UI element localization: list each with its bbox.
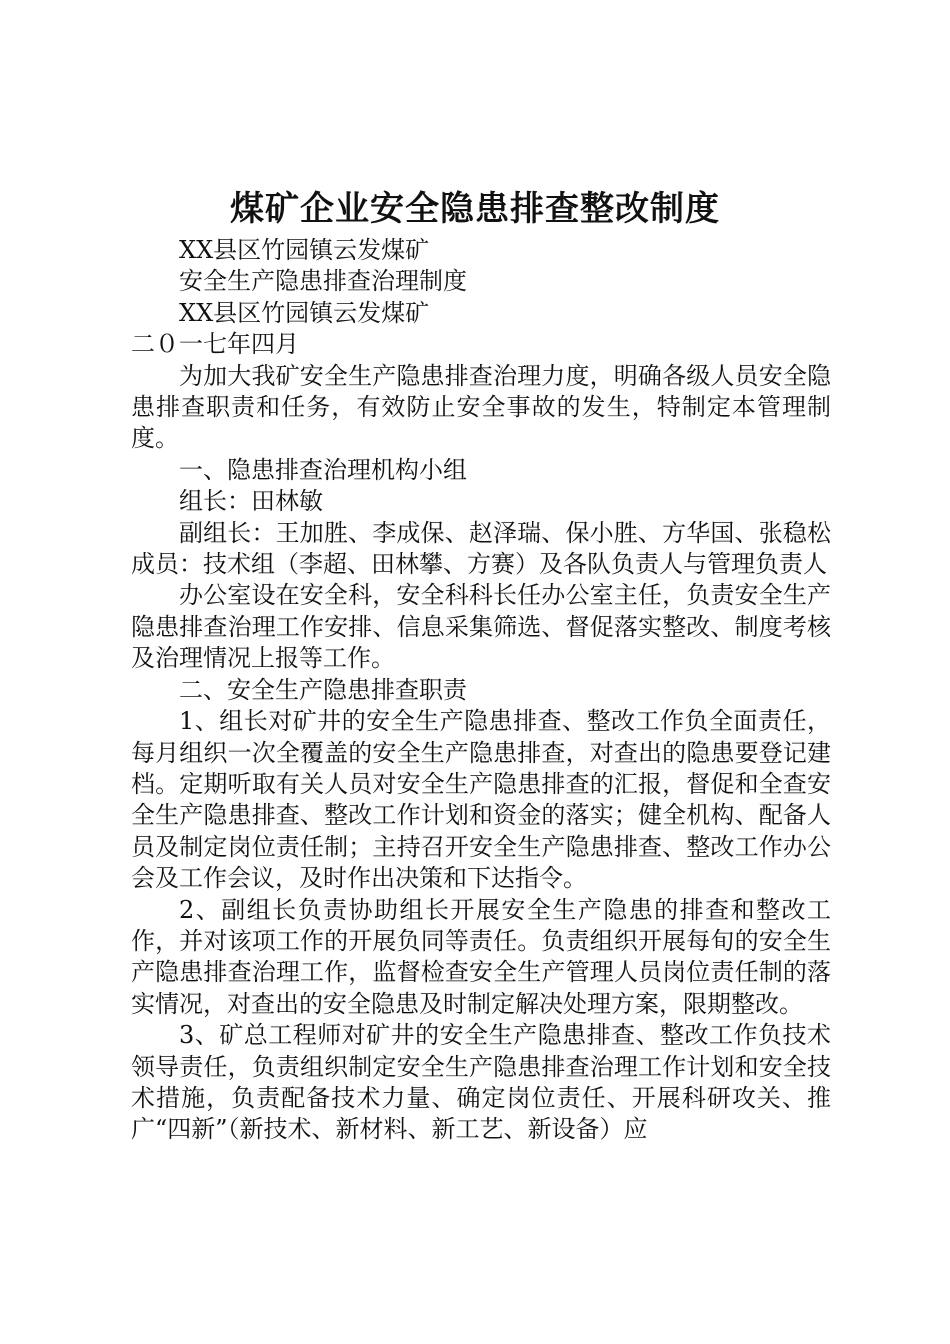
- section-heading-2: 二、安全生产隐患排查职责: [179, 675, 467, 704]
- duty-paragraph-1: 1、组长对矿井的安全生产隐患排查、整改工作负全面责任，每月组织一次全覆盖的安全生产隐患排查，对查出的隐患要登记建档。定期听取有关人员对安全生产隐患排查的汇报，督促和全查安全生产隐患排查、整改工作计划和资金的落实；健全机构、配备人员及制定岗位责任制；主持召开安全生产隐患排查、整改工作办公会及工作会议，及时作出决策和下达指令。: [131, 707, 831, 893]
- date-line: 二０一七年四月: [131, 330, 299, 359]
- section-heading-1: 一、隐患排查治理机构小组: [179, 455, 467, 484]
- duty-paragraph-3: 3、矿总工程师对矿井的安全生产隐患排查、整改工作负技术领导责任，负责组织制定安全生产隐患排查治理工作计划和安全技术措施，负责配备技术力量、确定岗位责任、开展科研攻关、推广“四新”（新技术、新材料、新工艺、新设备）应: [131, 1021, 831, 1144]
- mine-name-line: XX县区竹园镇云发煤矿: [179, 236, 430, 264]
- office-paragraph: 办公室设在安全科，安全科科长任办公室主任，负责安全生产隐患排查治理工作安排、信息采集筛选、督促落实整改、制度考核及治理情况上报等工作。: [131, 581, 831, 673]
- document-title: 煤矿企业安全隐患排查整改制度: [230, 189, 720, 229]
- intro-paragraph: 为加大我矿安全生产隐患排查治理力度，明确各级人员安全隐患排查职责和任务，有效防止安全事故的发生，特制定本管理制度。: [131, 361, 831, 453]
- regulation-name-line: 安全生产隐患排查治理制度: [179, 267, 467, 296]
- team-leader-line: 组长：田林敏: [179, 487, 323, 516]
- deputy-leaders-paragraph: 副组长：王加胜、李成保、赵泽瑞、保小胜、方华国、张稳松成员：技术组（李超、田林攀、方赛）及各队负责人与管理负责人: [131, 518, 831, 579]
- document-body: [131, 235, 831, 1146]
- duty-paragraph-2: 2、副组长负责协助组长开展安全生产隐患的排查和整改工作，并对该项工作的开展负同等责任。负责组织开展每旬的安全生产隐患排查治理工作，监督检查安全生产管理人员岗位责任制的落实情况，对查出的安全隐患及时制定解决处理方案，限期整改。: [131, 895, 831, 1018]
- mine-name-line-repeat: XX县区竹园镇云发煤矿: [179, 298, 430, 327]
